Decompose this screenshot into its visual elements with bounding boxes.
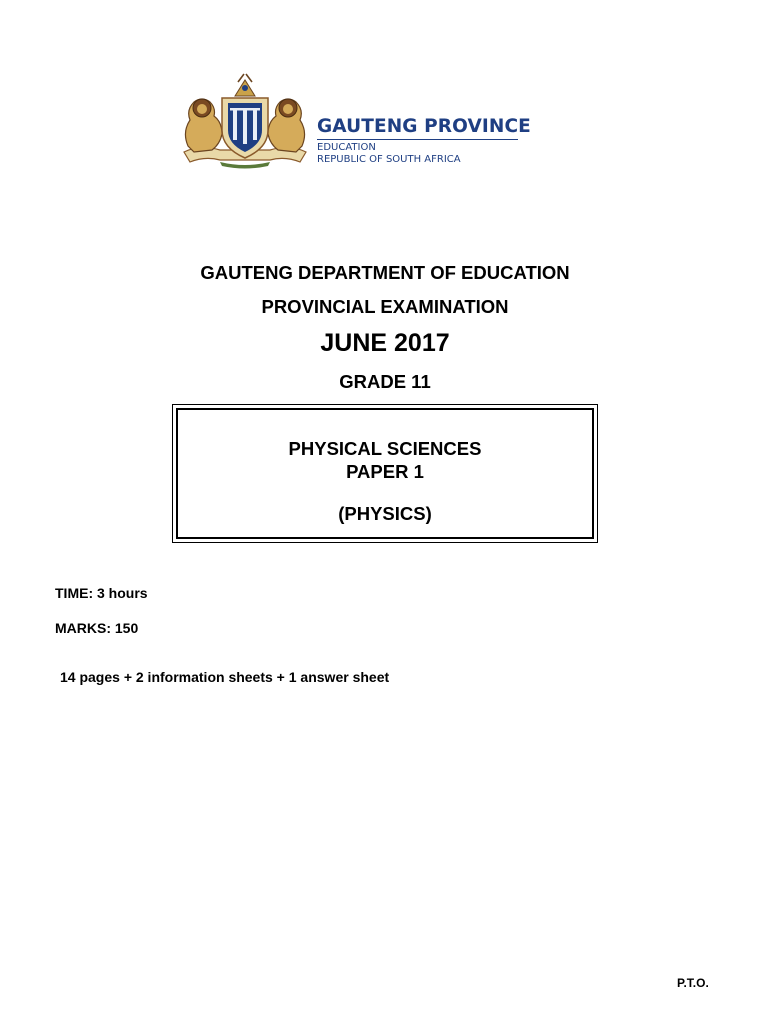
brand-divider xyxy=(317,139,518,140)
brand-subtitle-education: EDUCATION xyxy=(317,142,376,153)
pto-label: P.T.O. xyxy=(677,976,709,990)
exam-heading: PROVINCIAL EXAMINATION xyxy=(261,296,509,317)
subject-subtitle: (PHYSICS) xyxy=(338,503,432,524)
coat-of-arms-icon xyxy=(180,72,310,172)
paper-number: PAPER 1 xyxy=(346,461,424,482)
brand-title: GAUTENG PROVINCE xyxy=(317,116,531,137)
department-heading: GAUTENG DEPARTMENT OF EDUCATION xyxy=(200,262,570,283)
page-count: 14 pages + 2 information sheets + 1 answer sheet xyxy=(60,669,390,685)
exam-date: JUNE 2017 xyxy=(320,329,450,357)
grade-heading: GRADE 11 xyxy=(339,371,431,392)
exam-time: TIME: 3 hours xyxy=(55,585,148,601)
exam-marks: MARKS: 150 xyxy=(55,620,139,636)
brand-subtitle-country: REPUBLIC OF SOUTH AFRICA xyxy=(317,154,461,165)
subject-title: PHYSICAL SCIENCES xyxy=(288,438,482,459)
subject-box xyxy=(172,404,598,543)
gauteng-logo xyxy=(180,72,531,172)
